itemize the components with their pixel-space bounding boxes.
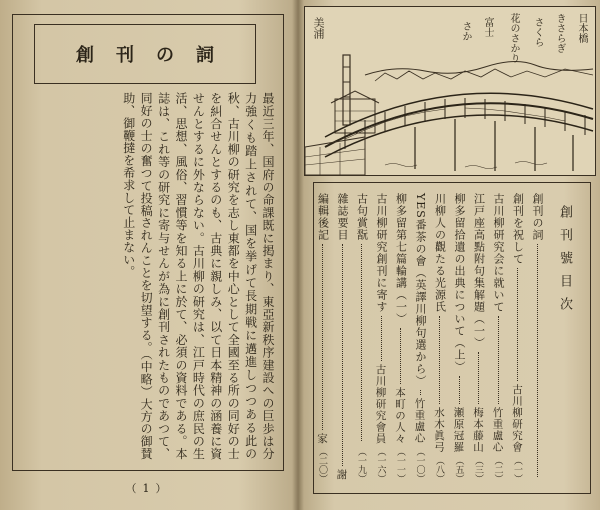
toc-leader-dots	[420, 390, 421, 395]
toc-entry-author: 謝	[335, 468, 348, 480]
toc-entry-title: 編輯後記	[316, 193, 330, 241]
toc-entry-page: （三）	[473, 456, 483, 483]
toc-entry	[528, 193, 546, 483]
toc-entry-title: 川柳人の觀たる光源氏	[433, 193, 447, 313]
page-number: （1）	[125, 482, 173, 495]
bridge-drawing	[305, 7, 595, 175]
toc-entry	[353, 193, 371, 483]
toc-leader-dots	[361, 244, 362, 441]
body-text: 最近三年、国府の命課既に掲まり、東亞新秩序建設への巨歩は分力強くも踏上されて、国を挙げて長期戦に邁進しつつある此の秋、古川柳の研究を志し東都を中心として全國至る所の同好の士を糾合せんとするのも、古典に親しみ、以て日本精神の涵養に資せんとするに外ならない。古川柳の研究は、江戸時代の庶民の生活、思想、風俗、習慣等を知る上に於て、必須の資料である。本誌は、これ等の研究に寄与せんが為に創刊されたものであつて、同好の士の奮つて投稿されんことを切望する。（中略）大方の御賛助、御鞭撻を希求して止まない。	[121, 92, 275, 460]
toc-entry-page: （二）	[492, 456, 503, 483]
toc-leader-dots	[342, 244, 343, 466]
toc-entry	[489, 193, 507, 483]
toc-entry-title: 古川柳研究会に就いて	[492, 193, 505, 313]
toc-entry-author: 竹重盧心	[413, 398, 426, 444]
toc-leader-dots	[537, 244, 538, 477]
toc-frame	[313, 182, 591, 494]
toc-entry-page: （二〇）	[317, 447, 327, 483]
toc-entry	[411, 193, 429, 483]
toc-leader-dots	[400, 328, 401, 384]
toc-entry-title: 江戸座高點附句集解題（一）	[472, 193, 486, 349]
toc-entry-page: （一九）	[356, 447, 366, 483]
toc-title: 創刊號目次	[557, 205, 572, 320]
toc-leader-dots	[498, 316, 499, 404]
toc-leader-dots	[322, 244, 323, 430]
illustration-caption: 花のさかり	[508, 13, 519, 63]
toc-entry	[431, 193, 449, 483]
toc-entry	[450, 193, 468, 483]
toc-entry	[470, 193, 488, 483]
toc-entry-title: 古川柳研究創刊に寄す	[375, 193, 388, 313]
toc-entry-author: 家	[316, 432, 328, 444]
toc-entry-page: （一）	[512, 456, 522, 483]
toc-entry-author: 瀬原冠羅	[452, 407, 465, 453]
toc-entry-author: 本町の人々	[394, 386, 406, 444]
toc-entry-author: 梅本藤山	[472, 407, 484, 453]
illustration-caption: さか	[460, 21, 471, 41]
toc-leader-dots	[459, 376, 460, 404]
toc-entry-title: 柳多留拾遺の出典について（上）	[453, 193, 466, 373]
toc-entry-title: 雜誌要目	[336, 193, 349, 241]
toc-entry	[372, 193, 390, 483]
toc-leader-dots	[478, 352, 479, 404]
toc-entry-page: （一〇）	[414, 447, 425, 483]
toc-entry-title: YES番茶の會（英譯川柳句選から）	[414, 193, 427, 387]
illustration-caption: さくら	[532, 17, 543, 47]
toc-entry-author: 古川柳研究會員	[374, 363, 387, 444]
page-title: 創刊の詞	[76, 45, 236, 66]
left-page	[0, 0, 298, 510]
toc-entry-author: 古川柳研究會	[511, 384, 523, 453]
toc-entry	[509, 193, 527, 483]
toc-entry-author: 水木眞弓	[433, 407, 445, 453]
toc-entry-page: （五）	[453, 456, 464, 483]
toc-entry-title: 創刊の詞	[531, 193, 544, 241]
book-gutter	[292, 0, 304, 510]
illustration-caption: きさらぎ	[554, 13, 565, 53]
illustration-caption: 美浦	[312, 17, 325, 39]
bridge-illustration	[304, 6, 596, 176]
toc-leader-dots	[439, 316, 440, 404]
toc-entry-page: （一一）	[395, 447, 405, 483]
title-box	[34, 24, 256, 84]
toc-leader-dots	[517, 268, 518, 381]
toc-entry-page: （一六）	[375, 447, 386, 483]
toc-entry-title: 柳多留第七篇輪講（一）	[394, 193, 408, 325]
toc-leader-dots	[381, 316, 382, 361]
toc-entry-author: 竹重盧心	[491, 407, 504, 453]
toc-entry-title: 古句賞翫	[355, 193, 369, 241]
toc-entry-title: 創刊を祝して	[511, 193, 525, 265]
toc-entry	[333, 193, 351, 483]
illustration-caption: 富士	[482, 17, 493, 37]
toc-entry	[392, 193, 410, 483]
illustration-caption: 日本橋	[576, 13, 587, 43]
toc-entry-page: （八）	[434, 456, 444, 483]
toc-entry	[314, 193, 332, 483]
